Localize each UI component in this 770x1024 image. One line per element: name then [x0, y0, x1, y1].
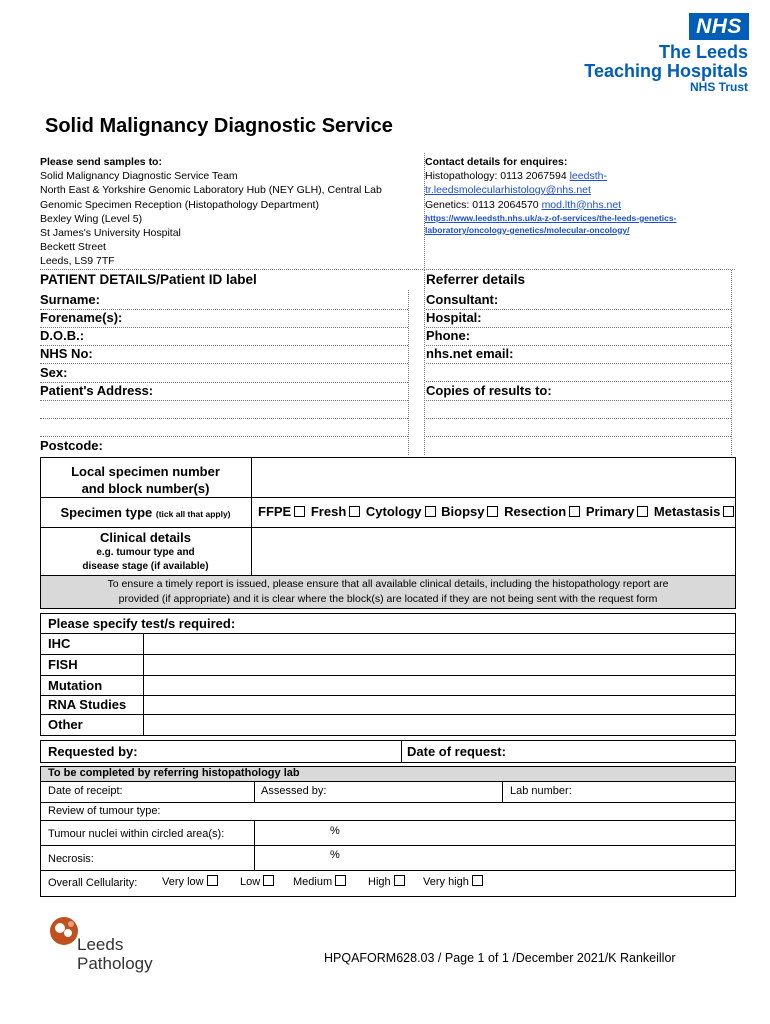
request-section [40, 740, 736, 763]
address-extra-line[interactable] [40, 419, 408, 437]
histopathology-contact [425, 169, 735, 183]
other-input[interactable] [144, 715, 735, 735]
address-line: Leeds, LS9 7TF [40, 255, 115, 268]
phone-field[interactable]: Phone: [426, 327, 731, 346]
date-of-receipt-field[interactable]: Date of receipt: [48, 785, 123, 797]
address-line: Bexley Wing (Level 5) [40, 212, 143, 225]
genetics-phone: Genetics: 0113 2064570 [425, 198, 542, 211]
specimen-type-options: FFPE Fresh Cytology Biopsy Resection Primary Metastasis [258, 504, 736, 519]
address-extra-line[interactable] [40, 401, 408, 419]
cellularity-very-high: Very high [423, 875, 485, 888]
overall-cellularity-row [48, 877, 137, 889]
nhs-number-field[interactable]: NHS No: [40, 345, 408, 364]
trust-name-line3: NHS Trust [689, 80, 748, 94]
address-block [40, 155, 425, 269]
requested-by-field[interactable]: Requested by: [48, 744, 138, 759]
hospital-field[interactable]: Hospital: [426, 309, 731, 328]
cellularity-very-low: Very low [162, 875, 220, 888]
specimen-row-rule [40, 497, 736, 498]
postcode-field[interactable]: Postcode: [40, 438, 103, 453]
clinical-details-label: Clinical details e.g. tumour type and disease stage (if available) [82, 530, 209, 572]
copies-extra-line[interactable] [426, 401, 731, 419]
high-checkbox[interactable] [394, 875, 405, 886]
email-field[interactable]: nhs.net email: [426, 345, 731, 364]
copies-extra-line[interactable] [426, 419, 731, 437]
genetics-email-link[interactable]: mod.lth@nhs.net [541, 198, 622, 211]
address-line: Genomic Specimen Reception (Histopathology Department) [40, 198, 319, 211]
notice-text: To ensure a timely report is issued, please ensure that all available clinical details, including the histopathology report are provided (if appropriate) and it is clear where the block(s) are located if they are not being sent with the request form [107, 578, 669, 605]
address-line: St James's University Hospital [40, 227, 181, 240]
patient-details-heading: PATIENT DETAILS/Patient ID label [40, 272, 257, 287]
middle-column-rule [424, 270, 425, 455]
contact-block [425, 155, 735, 236]
histo-email-link-cont[interactable]: tr.leedsmolecularhistology@nhs.net [425, 184, 591, 197]
form-reference: HPQAFORM628.03 / Page 1 of 1 /December 2021/K Rankeillor [324, 951, 676, 965]
referrer-blank-line[interactable] [426, 364, 731, 382]
lab-number-field[interactable]: Lab number: [510, 785, 572, 797]
necrosis-percent[interactable]: % [330, 849, 340, 861]
test-other-label: Other [48, 717, 83, 732]
cellularity-label: Overall Cellularity: [48, 877, 138, 889]
lab-column-rule [254, 782, 255, 802]
service-url-link[interactable]: https://www.leedsth.nhs.uk/a-z-of-services/the-leeds-genetics- [425, 212, 677, 223]
very-high-checkbox[interactable] [472, 875, 483, 886]
tumour-nuclei-label: Tumour nuclei within circled area(s): [48, 828, 225, 840]
test-mutation-label: Mutation [48, 678, 103, 693]
lab-row-rule [40, 820, 736, 821]
histo-phone: Histopathology: 0113 2067594 [425, 170, 570, 183]
review-tumour-field[interactable]: Review of tumour type: [48, 805, 161, 817]
metastasis-checkbox[interactable] [723, 506, 734, 517]
trust-name-line1: The Leeds [658, 42, 748, 62]
ihc-input[interactable] [144, 634, 735, 654]
contact-heading: Contact details for enquires: [425, 156, 568, 168]
trust-name-line2: Teaching Hospitals [584, 61, 748, 81]
lab-row-rule [40, 802, 736, 803]
referrer-details-heading: Referrer details [426, 272, 526, 287]
necrosis-label: Necrosis: [48, 853, 94, 865]
patient-column-rule [408, 290, 409, 455]
mutation-input[interactable] [144, 676, 735, 695]
test-fish-label: FISH [48, 657, 78, 672]
test-ihc-label: IHC [48, 636, 71, 651]
tumour-nuclei-percent[interactable]: % [330, 825, 340, 837]
very-low-checkbox[interactable] [207, 875, 218, 886]
leeds-pathology-logo-text: Leeds Pathology [77, 935, 153, 973]
specimen-type-label: Specimen type (tick all that apply) [60, 505, 231, 520]
lab-row-rule [40, 845, 736, 846]
details-top-rule [40, 269, 735, 270]
assessed-by-field[interactable]: Assessed by: [261, 785, 327, 797]
tests-heading: Please specify test/s required: [48, 616, 236, 631]
address-line: North East & Yorkshire Genomic Laboratory Hub (NEY GLH), Central Lab [40, 184, 382, 197]
service-url-link-cont[interactable]: laboratory/oncology-genetics/molecular-oncology/ [425, 224, 630, 235]
cellularity-medium: Medium [293, 875, 348, 888]
copies-to-field[interactable]: Copies of results to: [426, 382, 731, 401]
lab-heading: To be completed by referring histopathology lab [48, 767, 300, 779]
consultant-field[interactable]: Consultant: [426, 291, 731, 310]
nhs-logo: NHS [689, 13, 749, 40]
page-title: Solid Malignancy Diagnostic Service [45, 115, 393, 137]
forename-field[interactable]: Forename(s): [40, 309, 408, 328]
low-checkbox[interactable] [263, 875, 274, 886]
address-line: Beckett Street [40, 241, 106, 254]
address-heading: Please send samples to: [40, 156, 162, 168]
genetics-contact [425, 198, 735, 212]
biopsy-checkbox[interactable] [487, 506, 498, 517]
test-rna-label: RNA Studies [48, 697, 127, 712]
lab-row-rule [40, 870, 736, 871]
patient-address-field[interactable]: Patient's Address: [40, 382, 408, 401]
lab-column-rule [502, 782, 503, 802]
fresh-checkbox[interactable] [349, 506, 360, 517]
resection-checkbox[interactable] [569, 506, 580, 517]
clinical-details-input[interactable] [252, 528, 735, 575]
medium-checkbox[interactable] [335, 875, 346, 886]
rna-input[interactable] [144, 696, 735, 714]
right-column-rule [731, 270, 732, 455]
dob-field[interactable]: D.O.B.: [40, 327, 408, 346]
ffpe-checkbox[interactable] [294, 506, 305, 517]
cellularity-high: High [368, 875, 407, 888]
address-line: Solid Malignancy Diagnostic Service Team [40, 170, 238, 183]
cellularity-low: Low [240, 875, 276, 888]
fish-input[interactable] [144, 655, 735, 675]
local-specimen-label: Local specimen number and block number(s) [71, 464, 220, 496]
date-of-request-field[interactable]: Date of request: [407, 744, 506, 759]
cytology-checkbox[interactable] [425, 506, 436, 517]
primary-checkbox[interactable] [637, 506, 648, 517]
local-specimen-input[interactable] [252, 458, 735, 497]
request-column-rule [401, 740, 402, 763]
surname-field[interactable]: Surname: [40, 291, 408, 310]
histo-email-link[interactable]: leedsth- [569, 170, 607, 183]
sex-field[interactable]: Sex: [40, 364, 408, 383]
